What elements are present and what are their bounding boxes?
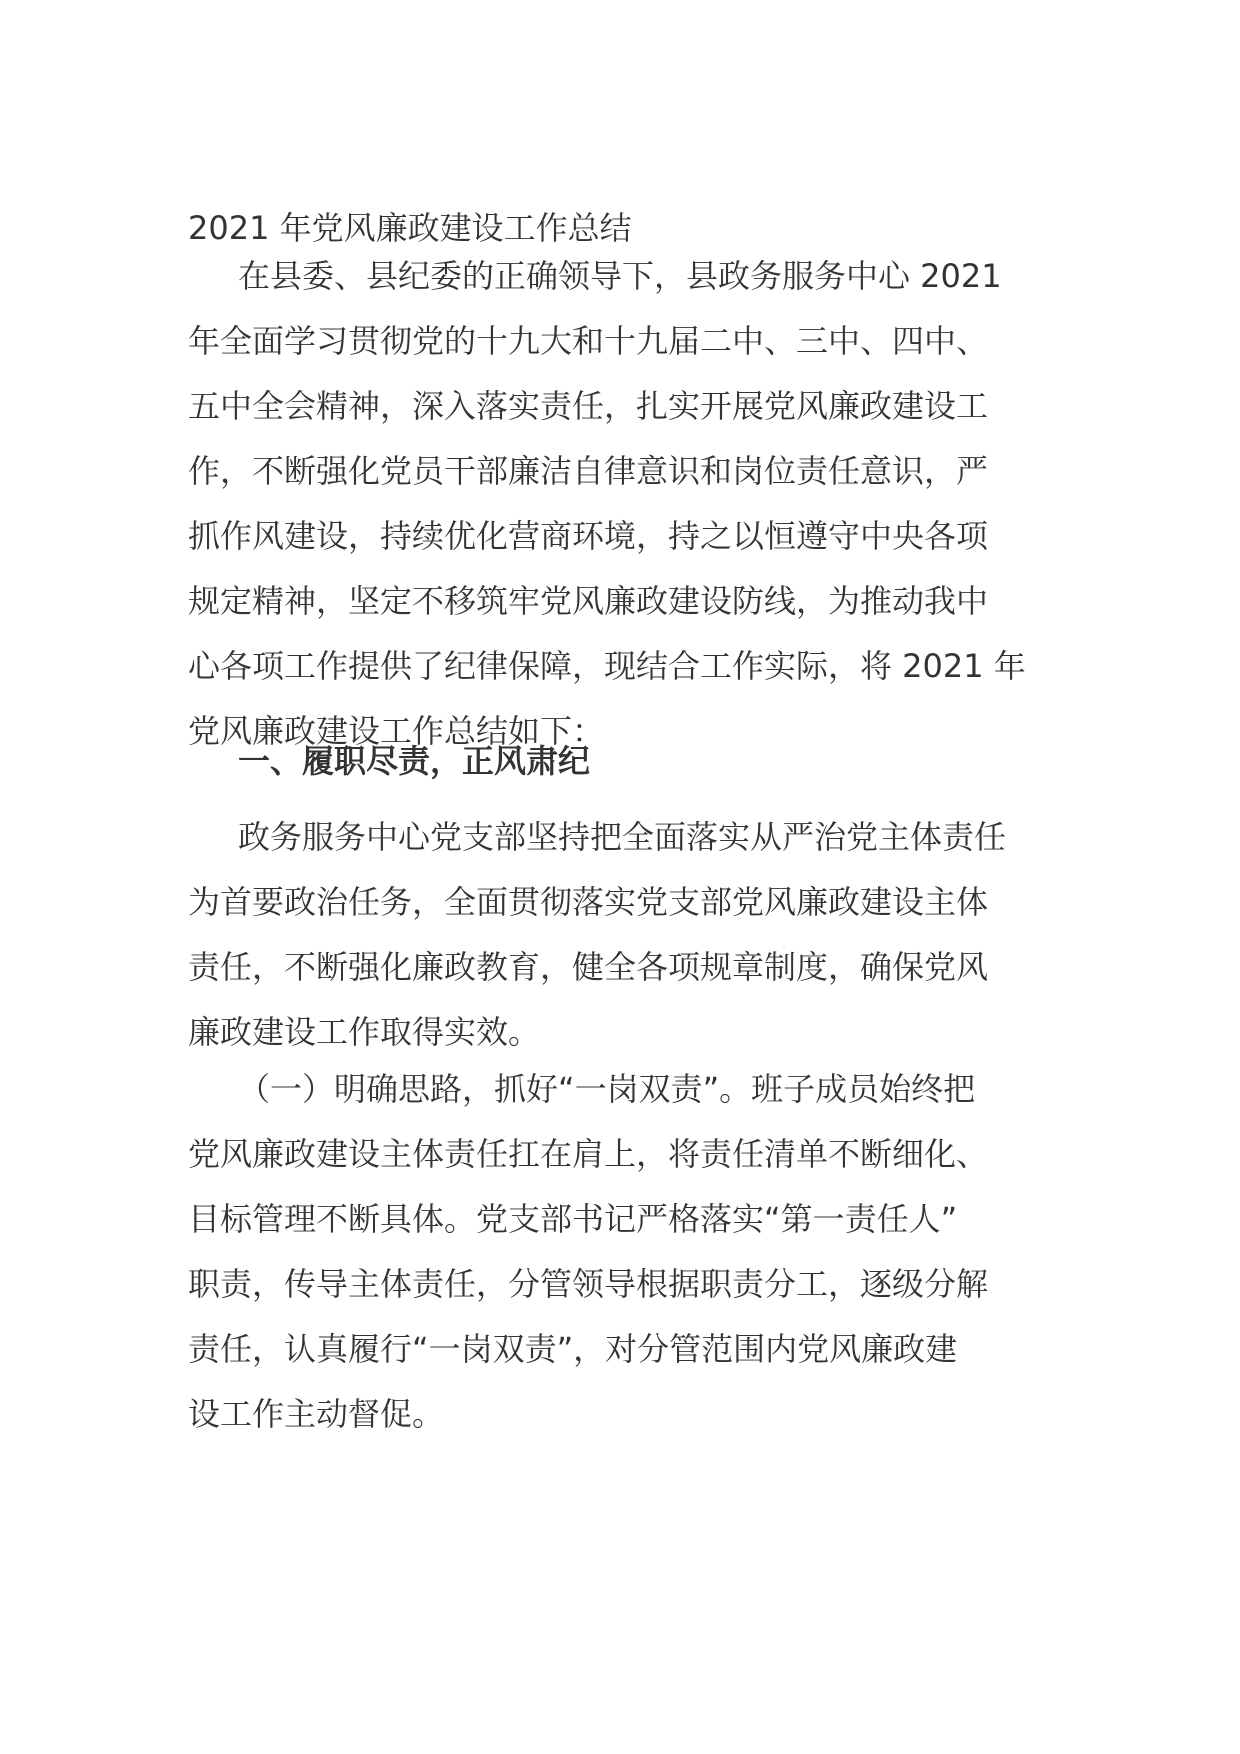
- section-line: 廉政建设工作取得实效。: [188, 1013, 541, 1051]
- subsection-paragraph: [188, 1057, 988, 1447]
- intro-line: 作，不断强化党员干部廉洁自律意识和岗位责任意识，严: [188, 452, 989, 490]
- intro-line: 心各项工作提供了纪律保障，现结合工作实际，将 2021 年: [188, 647, 1026, 685]
- intro-line: 党风廉政建设工作总结如下：: [188, 712, 605, 750]
- document-page: [188, 0, 1068, 1754]
- intro-line: 在县委、县纪委的正确领导下，县政务服务中心 2021: [238, 257, 1002, 295]
- section-paragraph: [188, 805, 1006, 1065]
- subsection-line: 设工作主动督促。: [188, 1395, 445, 1433]
- intro-paragraph: [188, 244, 1026, 764]
- intro-line: 年全面学习贯彻党的十九大和十九届二中、三中、四中、: [188, 322, 989, 360]
- section-heading: 一、履职尽责，正风肃纪: [238, 742, 591, 780]
- document-title: 2021 年党风廉政建设工作总结: [188, 209, 632, 247]
- subsection-line: 党风廉政建设主体责任扛在肩上，将责任清单不断细化、: [188, 1135, 989, 1173]
- section-line: 为首要政治任务，全面贯彻落实党支部党风廉政建设主体: [188, 883, 989, 921]
- section-line: 政务服务中心党支部坚持把全面落实从严治党主体责任: [238, 818, 1007, 856]
- subsection-line: 责任，认真履行“一岗双责”，对分管范围内党风廉政建: [188, 1330, 958, 1368]
- section-line: 责任，不断强化廉政教育，健全各项规章制度，确保党风: [188, 948, 989, 986]
- intro-line: 五中全会精神，深入落实责任，扎实开展党风廉政建设工: [188, 387, 989, 425]
- subsection-line: 职责，传导主体责任，分管领导根据职责分工，逐级分解: [188, 1265, 989, 1303]
- subsection-line: 目标管理不断具体。党支部书记严格落实“第一责任人”: [188, 1200, 958, 1238]
- intro-line: 抓作风建设，持续优化营商环境，持之以恒遵守中央各项: [188, 517, 989, 555]
- intro-line: 规定精神，坚定不移筑牢党风廉政建设防线，为推动我中: [188, 582, 989, 620]
- subsection-line: （一）明确思路，抓好“一岗双责”。班子成员始终把: [238, 1070, 976, 1108]
